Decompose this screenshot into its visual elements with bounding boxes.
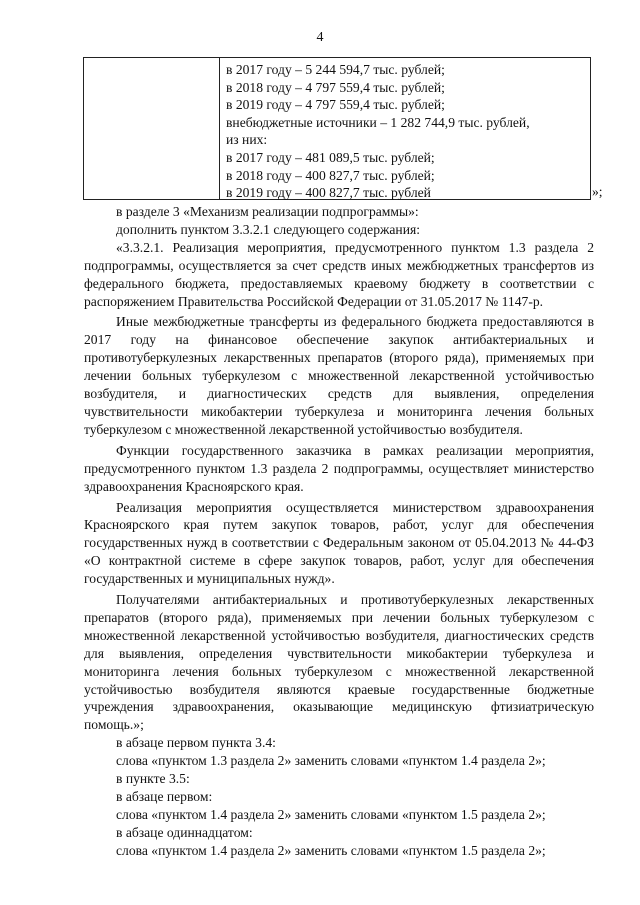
- paragraph: в пункте 3.5:: [116, 771, 190, 787]
- table-line: в 2019 году – 4 797 559,4 тыс. рублей;: [226, 97, 445, 113]
- table-left-cell: [84, 58, 220, 199]
- paragraph: в абзаце первом пункта 3.4:: [116, 735, 276, 751]
- table-line: в 2017 году – 481 089,5 тыс. рублей;: [226, 149, 435, 165]
- paragraph: слова «пунктом 1.4 раздела 2» заменить словами «пунктом 1.5 раздела 2»;: [116, 806, 546, 822]
- document-body: [84, 203, 594, 860]
- table-line: в 2018 году – 400 827,7 тыс. рублей;: [226, 167, 435, 183]
- table-line: в 2017 году – 5 244 594,7 тыс. рублей;: [226, 62, 445, 77]
- paragraph: в абзаце одиннадцатом:: [116, 824, 253, 840]
- table-line: из них:: [226, 132, 268, 148]
- paragraph: слова «пунктом 1.4 раздела 2» заменить словами «пунктом 1.5 раздела 2»;: [116, 842, 546, 858]
- paragraph: Получателями антибактериальных и противотуберкулезных лекарственных препаратов (второго ряда), применяемых при лечении больных туберкулезом с множественной лекарственной устойчивостью возбудителя, диагностических средств для выявления, определения чувствительности микобактерии туберкулеза и мониторинга лечения больных туберкулезом с множественной лекарственной устойчивостью возбудителя являются краевые государственные бюджетные учреждения здравоохранения, оказывающие медицинскую фтизиатрическую помощь.»;: [84, 592, 594, 733]
- paragraph: Функции государственного заказчика в рамках реализации мероприятия, предусмотренного пунктом 1.3 раздела 2 подпрограммы, осуществляет министерство здравоохранения Красноярского края.: [84, 442, 594, 494]
- paragraph: Иные межбюджетные трансферты из федерального бюджета предоставляются в 2017 году на финансовое обеспечение закупок антибактериальных и противотуберкулезных лекарственных препаратов (второго ряда), применяемых при лечении больных туберкулезом с множественной лекарственной устойчивостью возбудителя, и диагностических средств для выявления, определения чувствительности микобактерии туберкулеза и мониторинга лечения больных туберкулезом с множественной лекарственной устойчивостью возбудителя.: [84, 314, 594, 437]
- paragraph: «3.3.2.1. Реализация мероприятия, предусмотренного пунктом 1.3 раздела 2 подпрограммы, осуществляется за счет средств иных межбюджетных трансфертов из федерального бюджета, предоставляемых краевому бюджету в соответствии с распоряжением Правительства Российской Федерации от 31.05.2017 № 1147-р.: [84, 239, 594, 309]
- paragraph: дополнить пунктом 3.3.2.1 следующего содержания:: [116, 221, 420, 237]
- table-line: в 2019 году – 400 827,7 тыс. рублей: [226, 185, 431, 201]
- paragraph: в абзаце первом:: [116, 789, 213, 804]
- financing-table: [83, 57, 591, 200]
- page-number: 4: [316, 30, 324, 45]
- table-line: внебюджетные источники – 1 282 744,9 тыс. рублей,: [226, 114, 530, 130]
- table-line: в 2018 году – 4 797 559,4 тыс. рублей;: [226, 79, 445, 95]
- paragraph: Реализация мероприятия осуществляется министерством здравоохранения Красноярского края путем закупок товаров, работ, услуг для обеспечения государственных нужд в соответствии с Федеральным законом от 05.04.2013 № 44-ФЗ «О контрактной системе в сфере закупок товаров, работ, услуг для обеспечения государственных и муниципальных нужд».: [84, 499, 594, 587]
- paragraph: в разделе 3 «Механизм реализации подпрограммы»:: [116, 204, 419, 219]
- table-right-cell: [226, 61, 586, 202]
- paragraph: слова «пунктом 1.3 раздела 2» заменить словами «пунктом 1.4 раздела 2»;: [116, 753, 546, 769]
- table-closing-quote: »;: [592, 184, 603, 199]
